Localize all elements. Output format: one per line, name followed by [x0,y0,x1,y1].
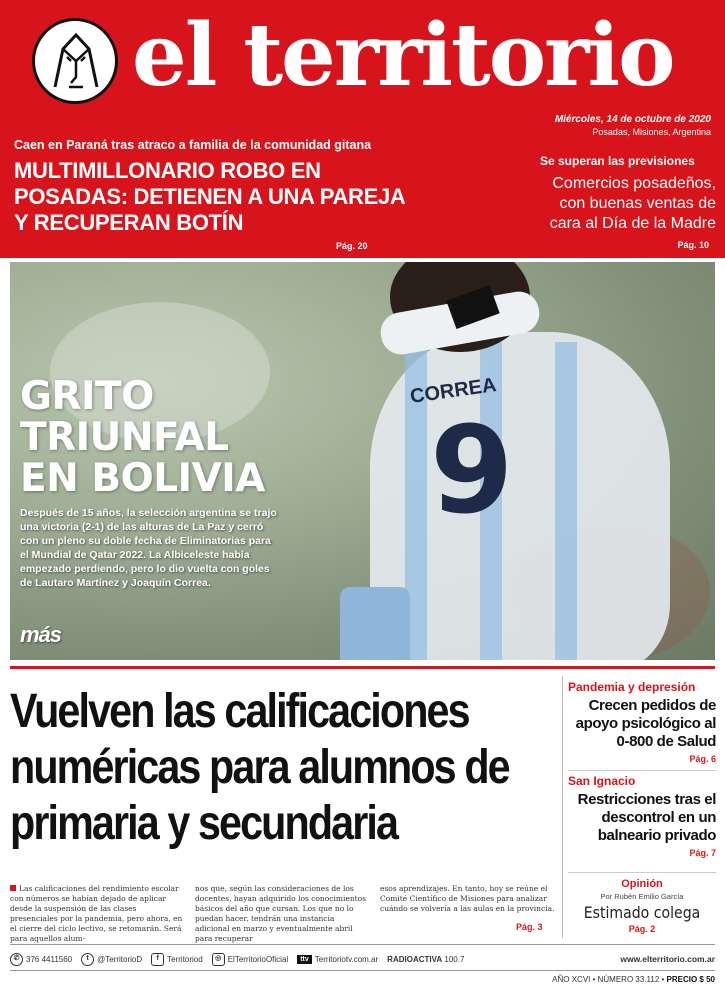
facebook-handle: Territoriod [167,954,203,964]
column-divider [562,676,563,938]
tv-logo-icon: ttv [297,955,312,964]
jersey-name: CORREA [408,374,498,408]
sidebar-page: Pág. 6 [689,754,716,764]
teaser-left-headline[interactable]: MULTIMILLONARIO ROBO EN POSADAS: DETIENEN A UNA PAREJA Y RECUPERAN BOTÍN [14,158,405,235]
whatsapp-icon: ✆ [10,953,23,966]
photo-story-title[interactable] [20,376,265,499]
dateline: Miércoles, 14 de octubre de 2020 [554,114,711,125]
masthead [0,0,725,128]
instagram-handle: ElTerritorioOficial [227,954,289,964]
main-headline[interactable]: Vuelven las calificaciones numéricas para alumnos de primaria y secundaria [10,685,509,850]
footer-bar [10,950,715,968]
player-sleeve [340,587,410,660]
twitter-handle: @TerritorioD [97,954,143,964]
teaser-right-headline[interactable]: Comercios posadeños, con buenas ventas de cara al Día de la Madre [549,175,716,232]
photo-story-lead: Después de 15 años, la selección argentina se trajo una victoria (2-1) de las alturas de La Paz y cerró con un pleno su doble fecha de Eliminatorias para el Mundial de Qatar 2022. La Albiceleste había empezado perdiendo, pero lo dio vuelta con goles de Lautaro Martínez y Joaquín Correa. [20,507,277,589]
sidebar-page: Pág. 7 [689,848,716,858]
opinion-byline: Por Rubén Emilio García [600,892,684,901]
photo-title-line: GRITO [20,374,154,419]
twitter-contact[interactable] [81,953,142,966]
jersey-stripe [555,342,577,660]
radio-link[interactable] [387,955,464,964]
divider [10,944,715,945]
divider [10,666,715,669]
website-url[interactable]: www.elterritorio.com.ar [620,954,715,964]
sidebar-headline: Restricciones tras el descontrol en un balneario privado [577,791,716,844]
tv-site: Territoriotv.com.ar [314,954,379,964]
place-line: Posadas, Misiones, Argentina [592,127,711,137]
main-story-page: Pág. 3 [516,922,543,932]
brand-name: el territorio [132,5,674,106]
divider [10,970,715,971]
teaser-left-kicker: Caen en Paraná tras atraco a familia de la comunidad gitana [14,138,372,152]
edition-price: PRECIO $ 50 [666,975,715,984]
teaser-left-page: Pág. 20 [336,241,368,251]
bullet-icon [10,885,16,891]
sidebar-kicker: Pandemia y depresión [568,680,696,694]
opinion-page: Pág. 2 [628,924,656,934]
facebook-contact[interactable] [151,953,203,966]
sidebar-story-1[interactable] [568,680,716,764]
edition-info: AÑO XCVI • NÚMERO 33.112 • PRECIO $ 50 [552,975,715,984]
body-column [10,884,185,944]
edition-number: NÚMERO 33.112 [597,975,660,984]
body-column: nos que, según las consideraciones de los docentes, hayan adquirido los conocimientos básicos del año que cursan. Los que no lo puedan hacer, tendrán una instancia adicional en marzo y eventualmente abril para recuperar [195,884,367,943]
sidebar-story-2[interactable] [568,774,716,858]
main-story-body [10,884,555,944]
sponsor-logo: más [20,622,62,647]
opinion-kicker: Opinión [621,878,663,890]
body-text: Las calificaciones del rendimiento escolar con números se habían dejado de aplicar desde la suspensión de las clases presenciales por la pandemia, pero ahora, en el cierre del ciclo lectivo, se retomarán. Será para aquellos alum- [10,884,183,943]
photo-title-line: EN BOLIVIA [20,456,265,501]
teaser-right-kicker: Se superan las previsiones [540,154,695,168]
photo-title-line: TRIUNFAL [20,415,229,460]
sidebar-kicker: San Ignacio [568,774,636,788]
twitter-icon: t [81,953,94,966]
tv-link[interactable] [297,955,378,964]
body-column: esos aprendizajes. En tanto, hoy se reúne el Comité Científico de Misiones para analizar cuándo se volvería a las aulas en la provincia. [380,884,555,913]
radio-frequency: 100.7 [444,954,465,964]
jersey-number: 9 [430,402,514,541]
divider [568,872,716,873]
divider [568,770,716,771]
face-logo-icon [32,18,118,104]
edition-year: AÑO XCVI [552,975,591,984]
instagram-contact[interactable] [212,953,288,966]
whatsapp-number: 376 4411560 [26,954,73,964]
opinion-title[interactable]: Estimado colega [583,903,701,922]
instagram-icon: ◎ [212,953,225,966]
teaser-right-page: Pág. 10 [677,240,709,250]
sidebar-headline: Crecen pedidos de apoyo psicológico al 0-800 de Salud [575,697,716,750]
radio-name: RADIOACTIVA [387,954,443,964]
whatsapp-contact[interactable] [10,953,72,966]
facebook-icon: f [151,953,164,966]
